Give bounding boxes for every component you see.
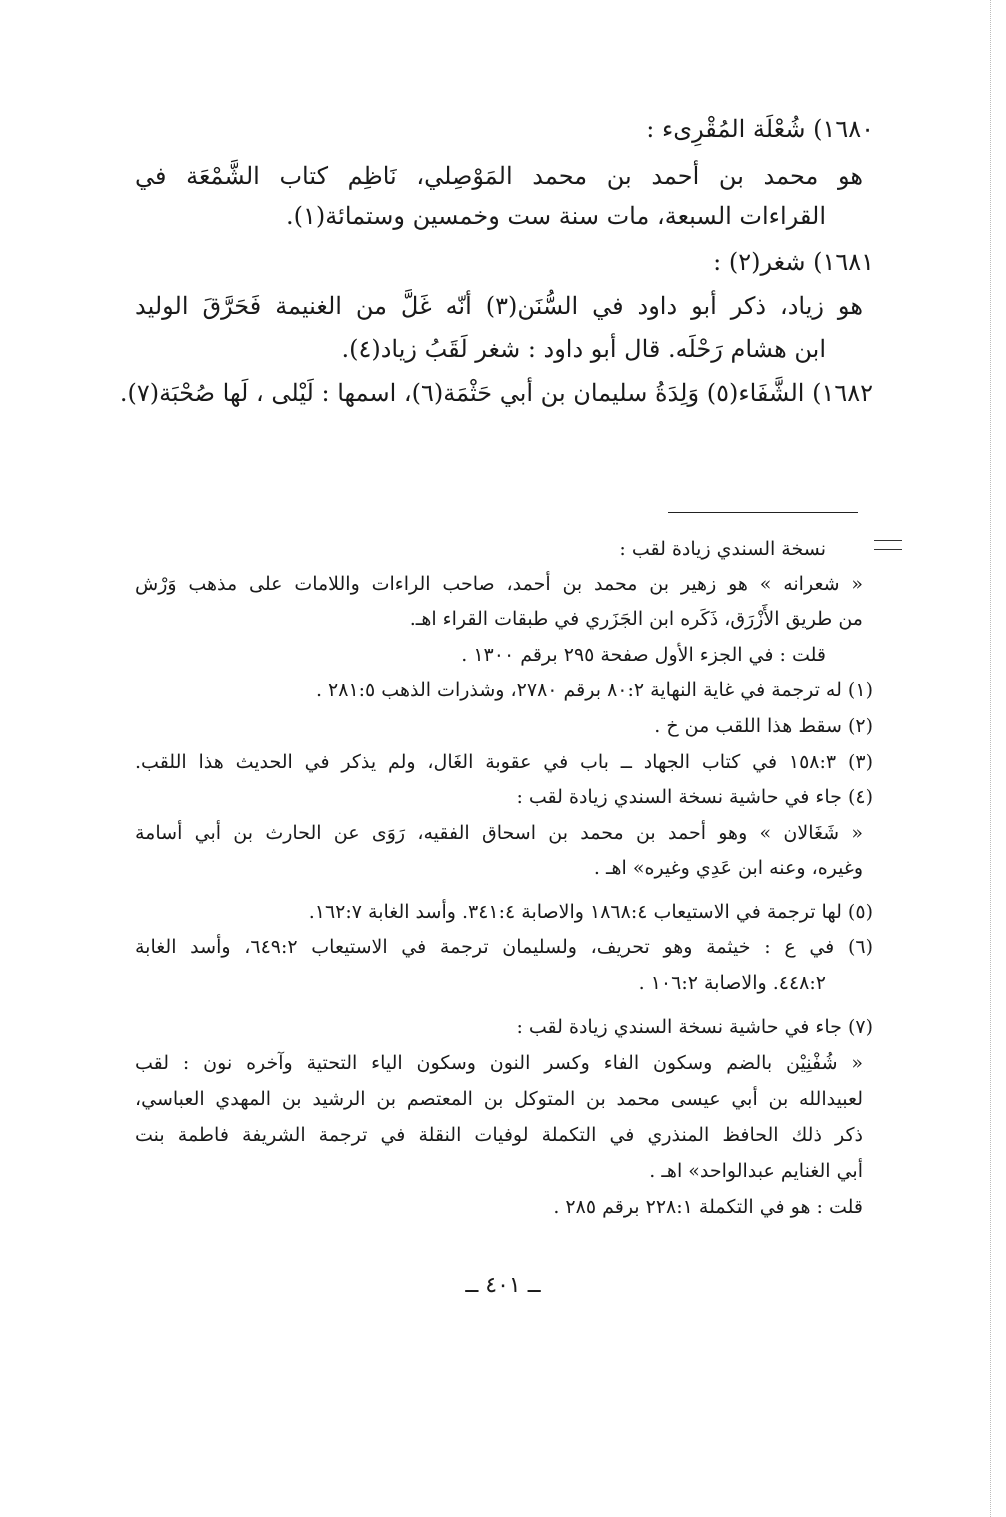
entry-1680-heading: ١٦٨٠) شُعْلَة المُقْرِىء : [646, 115, 874, 143]
page-number: ــ ٤٠١ ــ [465, 1273, 541, 1298]
footnote-7-line: (٧) جاء في حاشية نسخة السندي زيادة لقب : [516, 1016, 873, 1038]
footnote-7-line: أبي الغنايم عبدالواحد» اهـ . [649, 1160, 863, 1182]
entry-1681-body-line: هو زياد، ذكر أبو داود في السُّنَن(٣) أنّه غَلَّ من الغنيمة فَحَرَّقَ الوليد [135, 292, 863, 320]
entry-1680-body-line: هو محمد بن أحمد بن محمد المَوْصِلي، نَاظِم كتاب الشَّمْعَة في [135, 162, 863, 190]
entry-1681-heading: ١٦٨١) شغر(٢) : [713, 248, 874, 276]
footnote-7-line: قلت : هو في التكملة ٢٢٨:١ برقم ٢٨٥ . [553, 1196, 863, 1218]
entry-1681-body-line: ابن هشام رَحْلَه. قال أبو داود : شغر لَقَبُ زياد(٤). [341, 335, 826, 363]
entry-1680-body-line: القراءات السبعة، مات سنة ست وخمسين وستمائة(١). [286, 202, 826, 230]
footnote-2: (٢) سقط هذا اللقب من خ . [654, 715, 873, 737]
footnote-continuation-line: « شعرانه » هو زهير بن محمد بن أحمد، صاحب الراءات واللامات على مذهب وَرْش [135, 573, 863, 595]
footnote-7-line: لعبيدالله بن أبي عيسى محمد بن المتوكل بن المعتصم بن الرشيد بن المهدي العباسي، [135, 1088, 863, 1110]
footnote-5: (٥) لها ترجمة في الاستيعاب ١٨٦٨:٤ والاصابة ٣٤١:٤. وأسد الغابة ١٦٢:٧. [308, 901, 873, 923]
footnote-6-line: ٤٤٨:٢. والاصابة ١٠٦:٢ . [638, 972, 826, 994]
footnote-continuation-line: قلت : في الجزء الأول صفحة ٢٩٥ برقم ١٣٠٠ . [461, 644, 826, 666]
continuation-mark [874, 540, 902, 550]
footnote-7-line: ذكر ذلك الحافظ المنذري في التكملة لوفيات النقلة في ترجمة الشريفة فاطمة بنت [135, 1124, 863, 1146]
footnote-4-line: (٤) جاء في حاشية نسخة السندي زيادة لقب : [516, 786, 873, 808]
footnote-1: (١) له ترجمة في غاية النهاية ٨٠:٢ برقم ٢٧٨٠، وشذرات الذهب ٢٨١:٥ . [315, 679, 873, 701]
footnote-6-line: (٦) في ع : خيثمة وهو تحريف، ولسليمان ترجمة في الاستيعاب ٦٤٩:٢، وأسد الغابة [135, 936, 873, 958]
footnote-7-line: « شُفْنِيْن بالضم وسكون الفاء وكسر النون وسكون الياء التحتية وآخره نون : لقب [135, 1052, 863, 1074]
footnote-3: (٣) ١٥٨:٣ في كتاب الجهاد ــ باب في عقوبة الغَال، ولم يذكر في الحديث هذا اللقب. [135, 751, 873, 773]
footnote-4-line: وغيره، وعنه ابن عَدِي وغيره» اهـ . [593, 857, 863, 879]
footnote-4-line: « شَغَالان » وهو أحمد بن محمد بن اسحاق الفقيه، رَوَى عن الحارث بن أبي أسامة [135, 822, 863, 844]
footnote-continuation-line: نسخة السندي زيادة لقب : [619, 538, 826, 560]
footnote-continuation-line: من طريق الأَزْرَق، ذَكَره ابن الجَزَري في طبقات القراء اهـ. [409, 608, 863, 630]
entry-1682: ١٦٨٢) الشَّفَاء(٥) وَلِدَةُ سليمان بن أبي حَثْمَة(٦)، اسمها : لَيْلى ، لَها صُحْبَة(٧). [119, 379, 873, 407]
scan-edge-line [990, 0, 991, 1517]
footnote-separator [668, 512, 858, 513]
